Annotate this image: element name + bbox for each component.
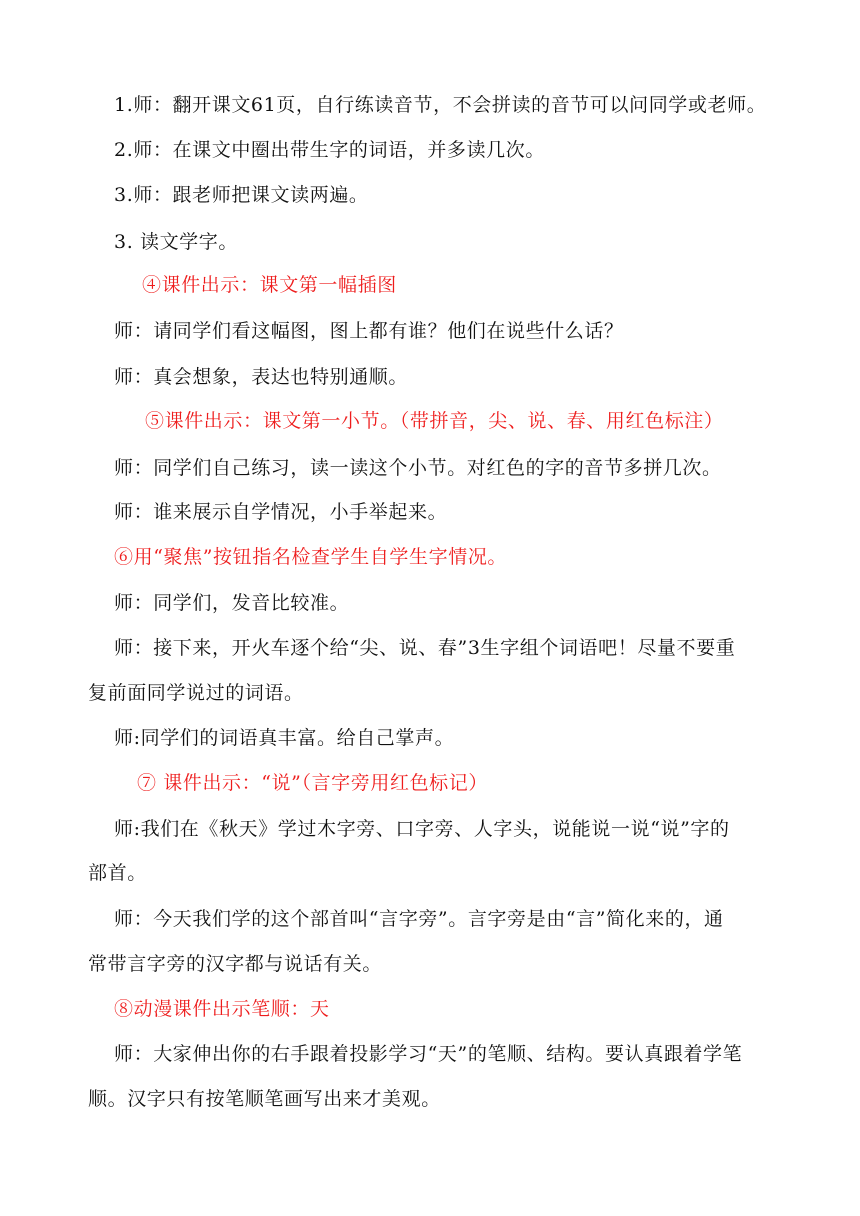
paragraph-12: 师：同学们，发音比较准。	[114, 592, 350, 614]
paragraph-4: 3. 读文学字。	[114, 231, 238, 253]
slide-note-8: ⑧动漫课件出示笔顺：天	[114, 998, 330, 1020]
slide-note-6: ⑥用“聚焦”按钮指名检查学生自学生字情况。	[114, 546, 508, 568]
paragraph-6: 师：请同学们看这幅图，图上都有谁？他们在说些什么话？	[114, 320, 624, 342]
slide-note-5: ⑤课件出示：课文第一小节。（带拼音，尖、说、春、用红色标注）	[145, 410, 724, 432]
paragraph-19-line-1: 师：大家伸出你的右手跟着投影学习“天”的笔顺、结构。要认真跟着学笔	[114, 1043, 743, 1065]
paragraph-1: 1.师：翻开课文61页，自行练读音节，不会拼读的音节可以问同学或老师。	[114, 94, 767, 116]
paragraph-17-line-1: 师：今天我们学的这个部首叫“言字旁”。言字旁是由“言”简化来的，通	[114, 908, 724, 930]
paragraph-14: 师:同学们的词语真丰富。给自己掌声。	[114, 727, 455, 749]
paragraph-9: 师：同学们自己练习，读一读这个小节。对红色的字的音节多拼几次。	[114, 457, 722, 479]
paragraph-19-line-2: 顺。汉字只有按笔顺笔画写出来才美观。	[88, 1088, 441, 1110]
paragraph-10: 师：谁来展示自学情况，小手举起来。	[114, 501, 448, 523]
paragraph-2: 2.师：在课文中圈出带生字的词语，并多读几次。	[114, 139, 545, 161]
paragraph-3: 3.师：跟老师把课文读两遍。	[114, 184, 369, 206]
slide-note-7: ⑦ 课件出示：“说”（言字旁用红色标记）	[137, 772, 488, 794]
paragraph-13-line-2: 复前面同学说过的词语。	[88, 682, 304, 704]
paragraph-13-line-1: 师：接下来，开火车逐个给“尖、说、春”3生字组个词语吧！尽量不要重	[114, 637, 736, 659]
paragraph-7: 师：真会想象，表达也特别通顺。	[114, 366, 409, 388]
paragraph-16-line-2: 部首。	[88, 862, 147, 884]
paragraph-16-line-1: 师:我们在《秋天》学过木字旁、口字旁、人字头，说能说一说“说”字的	[114, 818, 730, 840]
slide-note-4: ④课件出示：课文第一幅插图	[142, 274, 397, 296]
paragraph-17-line-2: 常带言字旁的汉字都与说话有关。	[88, 953, 383, 975]
